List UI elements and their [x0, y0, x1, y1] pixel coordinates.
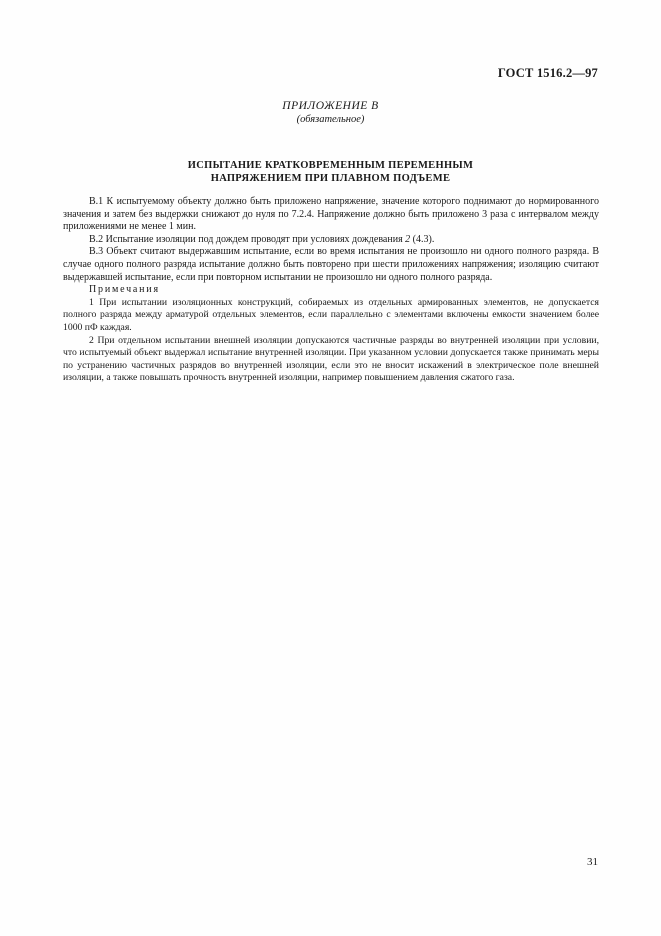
page-number: 31 [587, 856, 598, 868]
section-heading-line-2: НАПРЯЖЕНИЕМ ПРИ ПЛАВНОМ ПОДЪЕМЕ [210, 173, 451, 184]
notes-caption: Примечания [89, 284, 160, 296]
paragraph-b2-condition: 2 [405, 233, 411, 245]
standard-code: ГОСТ 1516.2—97 [497, 66, 598, 80]
document-body [63, 196, 599, 385]
paragraph-b2 [63, 234, 599, 247]
paragraph-b2-start: В.2 Испытание изоляции под дождем проводят при условиях дождевания [89, 233, 406, 245]
note-1: 1 При испытании изоляционных конструкций, собираемых из отдельных армированных элементов, не допускается полного разряда между арматурой отдельных элементов, если параллельно с элементами включены емкости значением более 1000 пФ каждая. [63, 296, 599, 333]
section-heading [0, 159, 661, 185]
paragraph-b1: В.1 К испытуемому объекту должно быть приложено напряжение, значение которого поднимают до нормированного значения и затем без выдержки снижают до нуля по 7.2.4. Напряжение должно быть приложено 3 раза с интервалом между приложениями не менее 1 мин. [63, 196, 599, 233]
appendix-status: (обязательное) [296, 114, 365, 125]
paragraph-b2-end: (4.3). [410, 233, 435, 245]
section-heading-line-1: ИСПЫТАНИЕ КРАТКОВРЕМЕННЫМ ПЕРЕМЕННЫМ [187, 160, 474, 171]
appendix-title: ПРИЛОЖЕНИЕ В [282, 100, 379, 112]
paragraph-b3: В.3 Объект считают выдержавшим испытание, если во время испытания не произошло ни одного полного разряда. В случае одного полного разряда испытание должно быть повторено при шести приложениях напряжения; изоляцию считают выдержавшей испытание, если при повторном испытании не произошло ни одного полного разряда. [63, 246, 599, 283]
note-2: 2 При отдельном испытании внешней изоляции допускаются частичные разряды во внутренней изоляции при условии, что испытуемый объект выдержал испытание внутренней изоляции. При указанном условии допускается также принимать меры по устранению частичных разрядов во внутренней изоляции, если это не вносит искажений в электрическое поле внешней изоляции, а также повышать прочность внутренней изоляции, например повышением давления сжатого газа. [63, 334, 599, 384]
appendix-block [0, 100, 661, 126]
